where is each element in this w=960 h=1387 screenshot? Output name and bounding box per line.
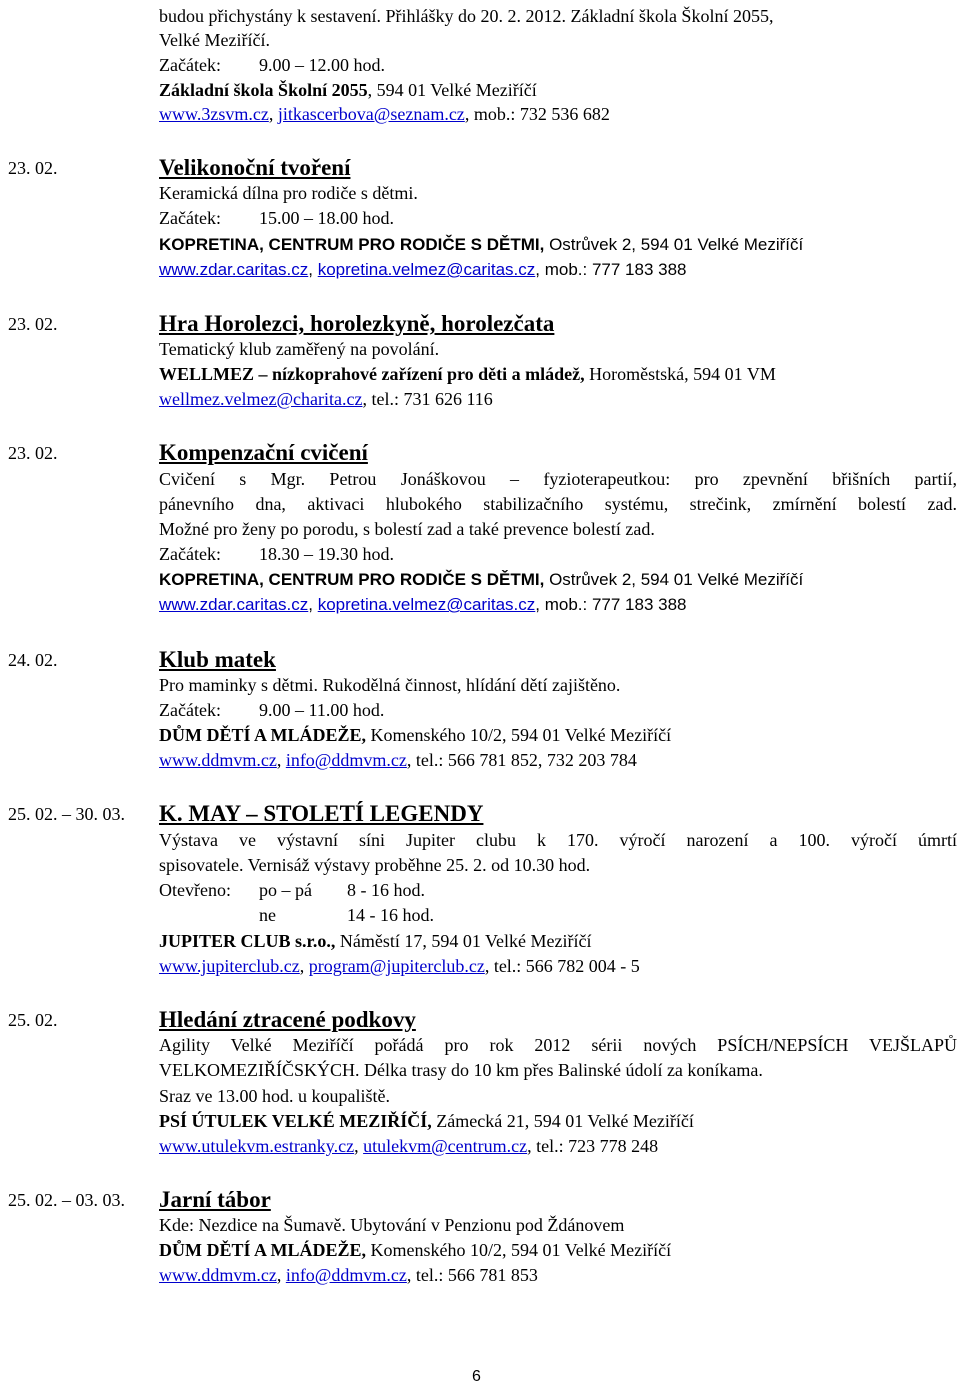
- separator: ,: [268, 104, 278, 124]
- phone: , tel.: 731 626 116: [362, 389, 493, 409]
- event-title: Jarní tábor: [159, 1187, 271, 1212]
- web-link[interactable]: www.ddmvm.cz: [159, 1265, 277, 1285]
- event-contact-line: [159, 750, 637, 770]
- event-venue-line: [159, 725, 671, 745]
- web-link[interactable]: www.zdar.caritas.cz: [159, 595, 309, 614]
- venue-name: JUPITER CLUB s.r.o.,: [159, 931, 336, 951]
- event-start: [159, 208, 394, 228]
- web-link[interactable]: www.utulekvm.estranky.cz: [159, 1136, 355, 1156]
- email-link[interactable]: kopretina.velmez@caritas.cz: [317, 595, 536, 614]
- phone: , tel.: 566 781 852, 732 203 784: [406, 750, 637, 770]
- event-desc-line-2: spisovatele. Vernisáž výstavy proběhne 25. 2. od 10.30 hod.: [159, 855, 591, 875]
- web-link[interactable]: www.ddmvm.cz: [159, 750, 277, 770]
- intro-start: [159, 55, 385, 75]
- separator: ,: [276, 1265, 286, 1285]
- event-title: Klub matek: [159, 647, 276, 672]
- start-label: Začátek:: [159, 544, 221, 564]
- event-venue-line: [159, 931, 592, 951]
- event-desc-line-2: VELKOMEZIŘÍČSKÝCH. Délka trasy do 10 km přes Balinské údolí za koníkama.: [159, 1060, 763, 1080]
- event-desc: Pro maminky s dětmi. Rukodělná činnost, hlídání dětí zajištěno.: [159, 675, 621, 695]
- event-desc-line-1: Cvičení s Mgr. Petrou Jonáškovou – fyzioterapeutkou: pro zpevnění břišních partií,: [159, 469, 957, 489]
- event-venue-line: [159, 1111, 694, 1131]
- phone: , mob.: 732 536 682: [464, 104, 610, 124]
- start-time: 9.00 – 11.00 hod.: [259, 700, 385, 720]
- venue-address: , 594 01 Velké Meziříčí: [367, 80, 537, 100]
- venue-address: Komenského 10/2, 594 01 Velké Meziříčí: [366, 725, 672, 745]
- separator: ,: [308, 595, 318, 614]
- event-title: Hra Horolezci, horolezkyně, horolezčata: [159, 311, 555, 336]
- email-link[interactable]: wellmez.velmez@charita.cz: [159, 389, 363, 409]
- web-link[interactable]: www.zdar.caritas.cz: [159, 260, 309, 279]
- venue-name: WELLMEZ – nízkoprahové zařízení pro děti a mládež,: [159, 364, 585, 384]
- event-open-2: [159, 905, 434, 925]
- event-title: Kompenzační cvičení: [159, 440, 368, 465]
- event-date: 23. 02.: [8, 443, 58, 463]
- venue-address: Náměstí 17, 594 01 Velké Meziříčí: [335, 931, 592, 951]
- event-desc-line-3: Sraz ve 13.00 hod. u koupaliště.: [159, 1086, 390, 1106]
- web-link[interactable]: www.jupiterclub.cz: [159, 956, 300, 976]
- event-date: 25. 02. – 03. 03.: [8, 1190, 125, 1210]
- phone: , tel.: 723 778 248: [527, 1136, 659, 1156]
- venue-name: DŮM DĚTÍ A MLÁDEŽE,: [159, 1240, 367, 1260]
- event-title: Velikonoční tvoření: [159, 155, 351, 180]
- intro-line-2: Velké Meziříčí.: [159, 30, 270, 50]
- separator: ,: [354, 1136, 364, 1156]
- event-desc-line-1: Agility Velké Meziříčí pořádá pro rok 2012 sérii nových PSÍCH/NEPSÍCH VEJŠLAPŮ: [159, 1035, 957, 1055]
- open-days: ne: [259, 905, 276, 925]
- venue-name: PSÍ ÚTULEK VELKÉ MEZIŘÍČÍ,: [159, 1111, 432, 1131]
- start-label: Začátek:: [159, 55, 221, 75]
- open-hours: 14 - 16 hod.: [347, 905, 434, 925]
- email-link[interactable]: utulekvm@centrum.cz: [363, 1136, 528, 1156]
- event-date: 23. 02.: [8, 158, 58, 178]
- start-label: Začátek:: [159, 208, 221, 228]
- separator: ,: [299, 956, 309, 976]
- start-time: 9.00 – 12.00 hod.: [259, 55, 385, 75]
- venue-address: Horoměstská, 594 01 VM: [584, 364, 776, 384]
- phone: , tel.: 566 781 853: [406, 1265, 538, 1285]
- event-contact-line: [159, 1265, 538, 1285]
- start-time: 15.00 – 18.00 hod.: [259, 208, 394, 228]
- open-days: po – pá: [259, 880, 312, 900]
- event-title: K. MAY – STOLETÍ LEGENDY: [159, 801, 484, 826]
- phone: , tel.: 566 782 004 - 5: [484, 956, 640, 976]
- phone: , mob.: 777 183 388: [535, 595, 687, 614]
- event-contact-line: [159, 595, 687, 615]
- web-link[interactable]: www.3zsvm.cz: [159, 104, 269, 124]
- venue-address: Ostrůvek 2, 594 01 Velké Meziříčí: [544, 235, 804, 254]
- event-desc-line-3: Možné pro ženy po porodu, s bolestí zad a také prevence bolestí zad.: [159, 519, 655, 539]
- email-link[interactable]: kopretina.velmez@caritas.cz: [317, 260, 536, 279]
- event-desc: Keramická dílna pro rodiče s dětmi.: [159, 183, 418, 203]
- event-title: Hledání ztracené podkovy: [159, 1007, 416, 1032]
- intro-line-1: budou přichystány k sestavení. Přihlášky do 20. 2. 2012. Základní škola Školní 2055,: [159, 6, 774, 26]
- event-contact-line: [159, 1136, 658, 1156]
- event-date: 25. 02. – 30. 03.: [8, 804, 125, 824]
- event-date: 24. 02.: [8, 650, 58, 670]
- open-hours: 8 - 16 hod.: [347, 880, 425, 900]
- event-contact-line: [159, 260, 687, 280]
- separator: ,: [308, 260, 318, 279]
- event-date: 25. 02.: [8, 1010, 58, 1030]
- event-venue-line: [159, 364, 776, 384]
- event-start: [159, 544, 394, 564]
- venue-address: Zámecká 21, 594 01 Velké Meziříčí: [431, 1111, 694, 1131]
- separator: ,: [276, 750, 286, 770]
- event-date: 23. 02.: [8, 314, 58, 334]
- page-number: 6: [472, 1368, 481, 1385]
- start-time: 18.30 – 19.30 hod.: [259, 544, 394, 564]
- venue-address: Komenského 10/2, 594 01 Velké Meziříčí: [366, 1240, 672, 1260]
- event-desc: Tematický klub zaměřený na povolání.: [159, 339, 440, 359]
- event-venue-line: [159, 1240, 671, 1260]
- start-label: Začátek:: [159, 700, 221, 720]
- event-open-1: [159, 880, 425, 900]
- venue-name: KOPRETINA, CENTRUM PRO RODIČE S DĚTMI,: [159, 235, 545, 254]
- email-link[interactable]: info@ddmvm.cz: [285, 750, 407, 770]
- intro-contact-line: [159, 104, 610, 124]
- venue-name: KOPRETINA, CENTRUM PRO RODIČE S DĚTMI,: [159, 570, 545, 589]
- email-link[interactable]: jitkascerbova@seznam.cz: [277, 104, 465, 124]
- event-desc: Kde: Nezdice na Šumavě. Ubytování v Penzionu pod Ždánovem: [159, 1215, 625, 1235]
- open-label: Otevřeno:: [159, 880, 231, 900]
- intro-venue-line: [159, 80, 537, 100]
- venue-address: Ostrůvek 2, 594 01 Velké Meziříčí: [544, 570, 804, 589]
- phone: , mob.: 777 183 388: [535, 260, 687, 279]
- event-desc-line-2: pánevního dna, aktivaci hlubokého stabilizačního systému, strečink, zmírnění bolestí zad.: [159, 494, 957, 514]
- event-venue-line: [159, 235, 803, 255]
- event-contact-line: [159, 389, 493, 409]
- event-desc-line-1: Výstava ve výstavní síni Jupiter clubu k 170. výročí narození a 100. výročí úmrtí: [159, 830, 957, 850]
- email-link[interactable]: info@ddmvm.cz: [285, 1265, 407, 1285]
- event-contact-line: [159, 956, 640, 976]
- event-start: [159, 700, 384, 720]
- event-venue-line: [159, 570, 803, 590]
- email-link[interactable]: program@jupiterclub.cz: [308, 956, 485, 976]
- venue-name: Základní škola Školní 2055: [159, 80, 368, 100]
- venue-name: DŮM DĚTÍ A MLÁDEŽE,: [159, 725, 367, 745]
